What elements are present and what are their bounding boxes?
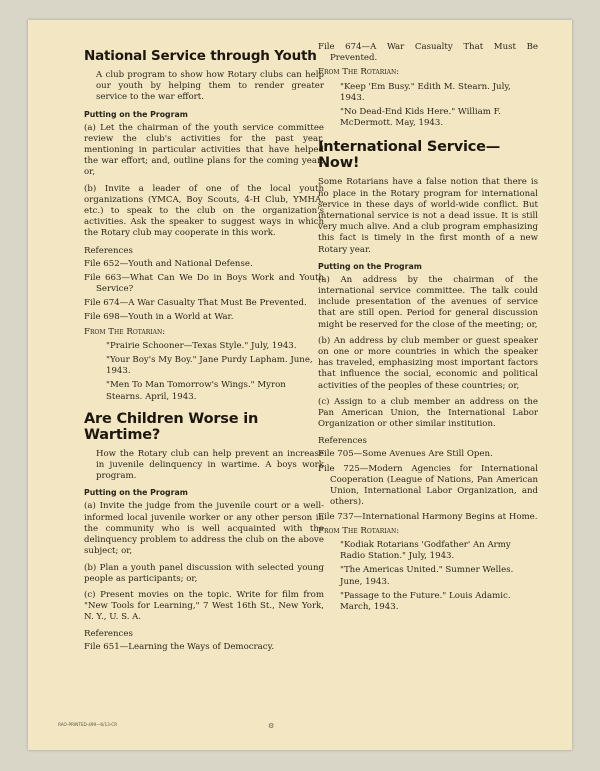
- reference-file: File 663—What Can We Do in Boys Work and Youth Service?: [84, 272, 324, 295]
- section-intro: A club program to show how Rotary clubs can help our youth by helping them to render greater service to the war effort.: [96, 70, 324, 103]
- section-intro: Some Rotarians have a false notion that there is no place in the Rotary program for international service in these days of world-wide conflict. But international service is not a dead issue. It is still very much alive. And a club program emphasizing this fact is timely in the first month of a new Rotary year.: [318, 177, 538, 255]
- reference-file: File 705—Some Avenues Are Still Open.: [318, 449, 493, 460]
- rotarian-article: "The Americas United." Sumner Welles. June, 1943.: [340, 565, 514, 587]
- rotarian-article: "Kodiak Rotarians 'Godfather' An Army Radio Station." July, 1943.: [340, 539, 511, 562]
- program-item: (b) Plan a youth panel discussion with selected young people as participants; or,: [84, 562, 324, 584]
- references-heading: References: [318, 436, 367, 447]
- reference-file: File 725—Modern Agencies for International Cooperation (League of Nations, Pan American Union, International Labor Organization, and others).: [318, 463, 538, 508]
- reference-file: File 651—Learning the Ways of Democracy.: [84, 641, 275, 652]
- print-code: RAO-PRINTED-499—6/13-CR: [58, 722, 118, 727]
- references-heading: References: [84, 628, 133, 639]
- program-item: (a) Invite the judge from the juvenile court or a well-informed local juvenile worker or any other person in the community who is well acquainted with the delinquency problem to address the club on the above subject; or,: [84, 501, 324, 557]
- union-bug-icon: ⚙: [268, 722, 275, 730]
- references-heading: References: [84, 245, 133, 256]
- reference-file: File 698—Youth in a World at War.: [84, 312, 234, 323]
- section-title-international: International Service—Now!: [318, 139, 501, 172]
- putting-heading: Putting on the Program: [318, 261, 422, 271]
- program-item: (b) An address by club member or guest speaker on one or more countries in which the speaker has traveled, emphasizing most important factors that influence the social, economic and political activities of the peoples of these countries; or,: [318, 335, 538, 391]
- right-column: [318, 42, 538, 616]
- document-page: [28, 20, 572, 750]
- program-item: (c) Assign to a club member an address on the Pan American Union, the International Labor Organization or other similar institution.: [318, 396, 538, 430]
- program-item: (a) An address by the chairman of the international service committee. The talk could include presentation of the avenues of service that are still open. Period for general discussion might be reserved for the close of the meeting; or,: [318, 274, 538, 330]
- section-title-children: Are Children Worse in Wartime?: [84, 410, 259, 443]
- reference-file: File 737—International Harmony Begins at Home.: [318, 511, 538, 522]
- from-rotarian: From The Rotarian:: [318, 67, 400, 78]
- rotarian-article: "Your Boy's My Boy." Jane Purdy Lapham. June, 1943.: [106, 355, 313, 377]
- putting-heading: Putting on the Program: [84, 488, 188, 498]
- reference-file: File 674—A War Casualty That Must Be Prevented.: [318, 42, 538, 64]
- section-intro: How the Rotary club can help prevent an increase in juvenile delinquency in wartime. A boys work program.: [96, 448, 324, 482]
- putting-heading: Putting on the Program: [84, 109, 188, 119]
- left-column: [84, 48, 324, 656]
- program-item: (b) Invite a leader of one of the local youth organizations (YMCA, Boy Scouts, 4-H Club, YMHA, etc.) to speak to the club on the organization's activities. Ask the speaker to suggest ways in which the Rotary club may cooperate in this work.: [84, 183, 324, 239]
- from-rotarian: From The Rotarian:: [318, 525, 400, 536]
- rotarian-article: "Men To Man Tomorrow's Wings." Myron Stearns. April, 1943.: [106, 380, 286, 402]
- reference-file: File 674—A War Casualty That Must Be Prevented.: [84, 298, 307, 309]
- program-item: (a) Let the chairman of the youth service committee review the club's activities for the past year, mentioning in particular activities that have helped the war effort; and, outline plans for the coming year; or,: [84, 122, 324, 178]
- reference-file: File 652—Youth and National Defense.: [84, 258, 253, 269]
- rotarian-article: "Prairie Schooner—Texas Style." July, 1943.: [106, 340, 297, 351]
- from-rotarian: From The Rotarian:: [84, 326, 166, 337]
- rotarian-article: "No Dead-End Kids Here." William F. McDermott. May, 1943.: [340, 107, 501, 129]
- section-title-youth: National Service through Youth: [84, 48, 317, 64]
- rotarian-article: "Passage to the Future." Louis Adamic. March, 1943.: [340, 590, 511, 612]
- rotarian-article: "Keep 'Em Busy." Edith M. Stearn. July, 1943.: [340, 81, 511, 103]
- program-item: (c) Present movies on the topic. Write for film from "New Tools for Learning," 7 West 16th St., New York, N. Y., U. S. A.: [84, 589, 324, 623]
